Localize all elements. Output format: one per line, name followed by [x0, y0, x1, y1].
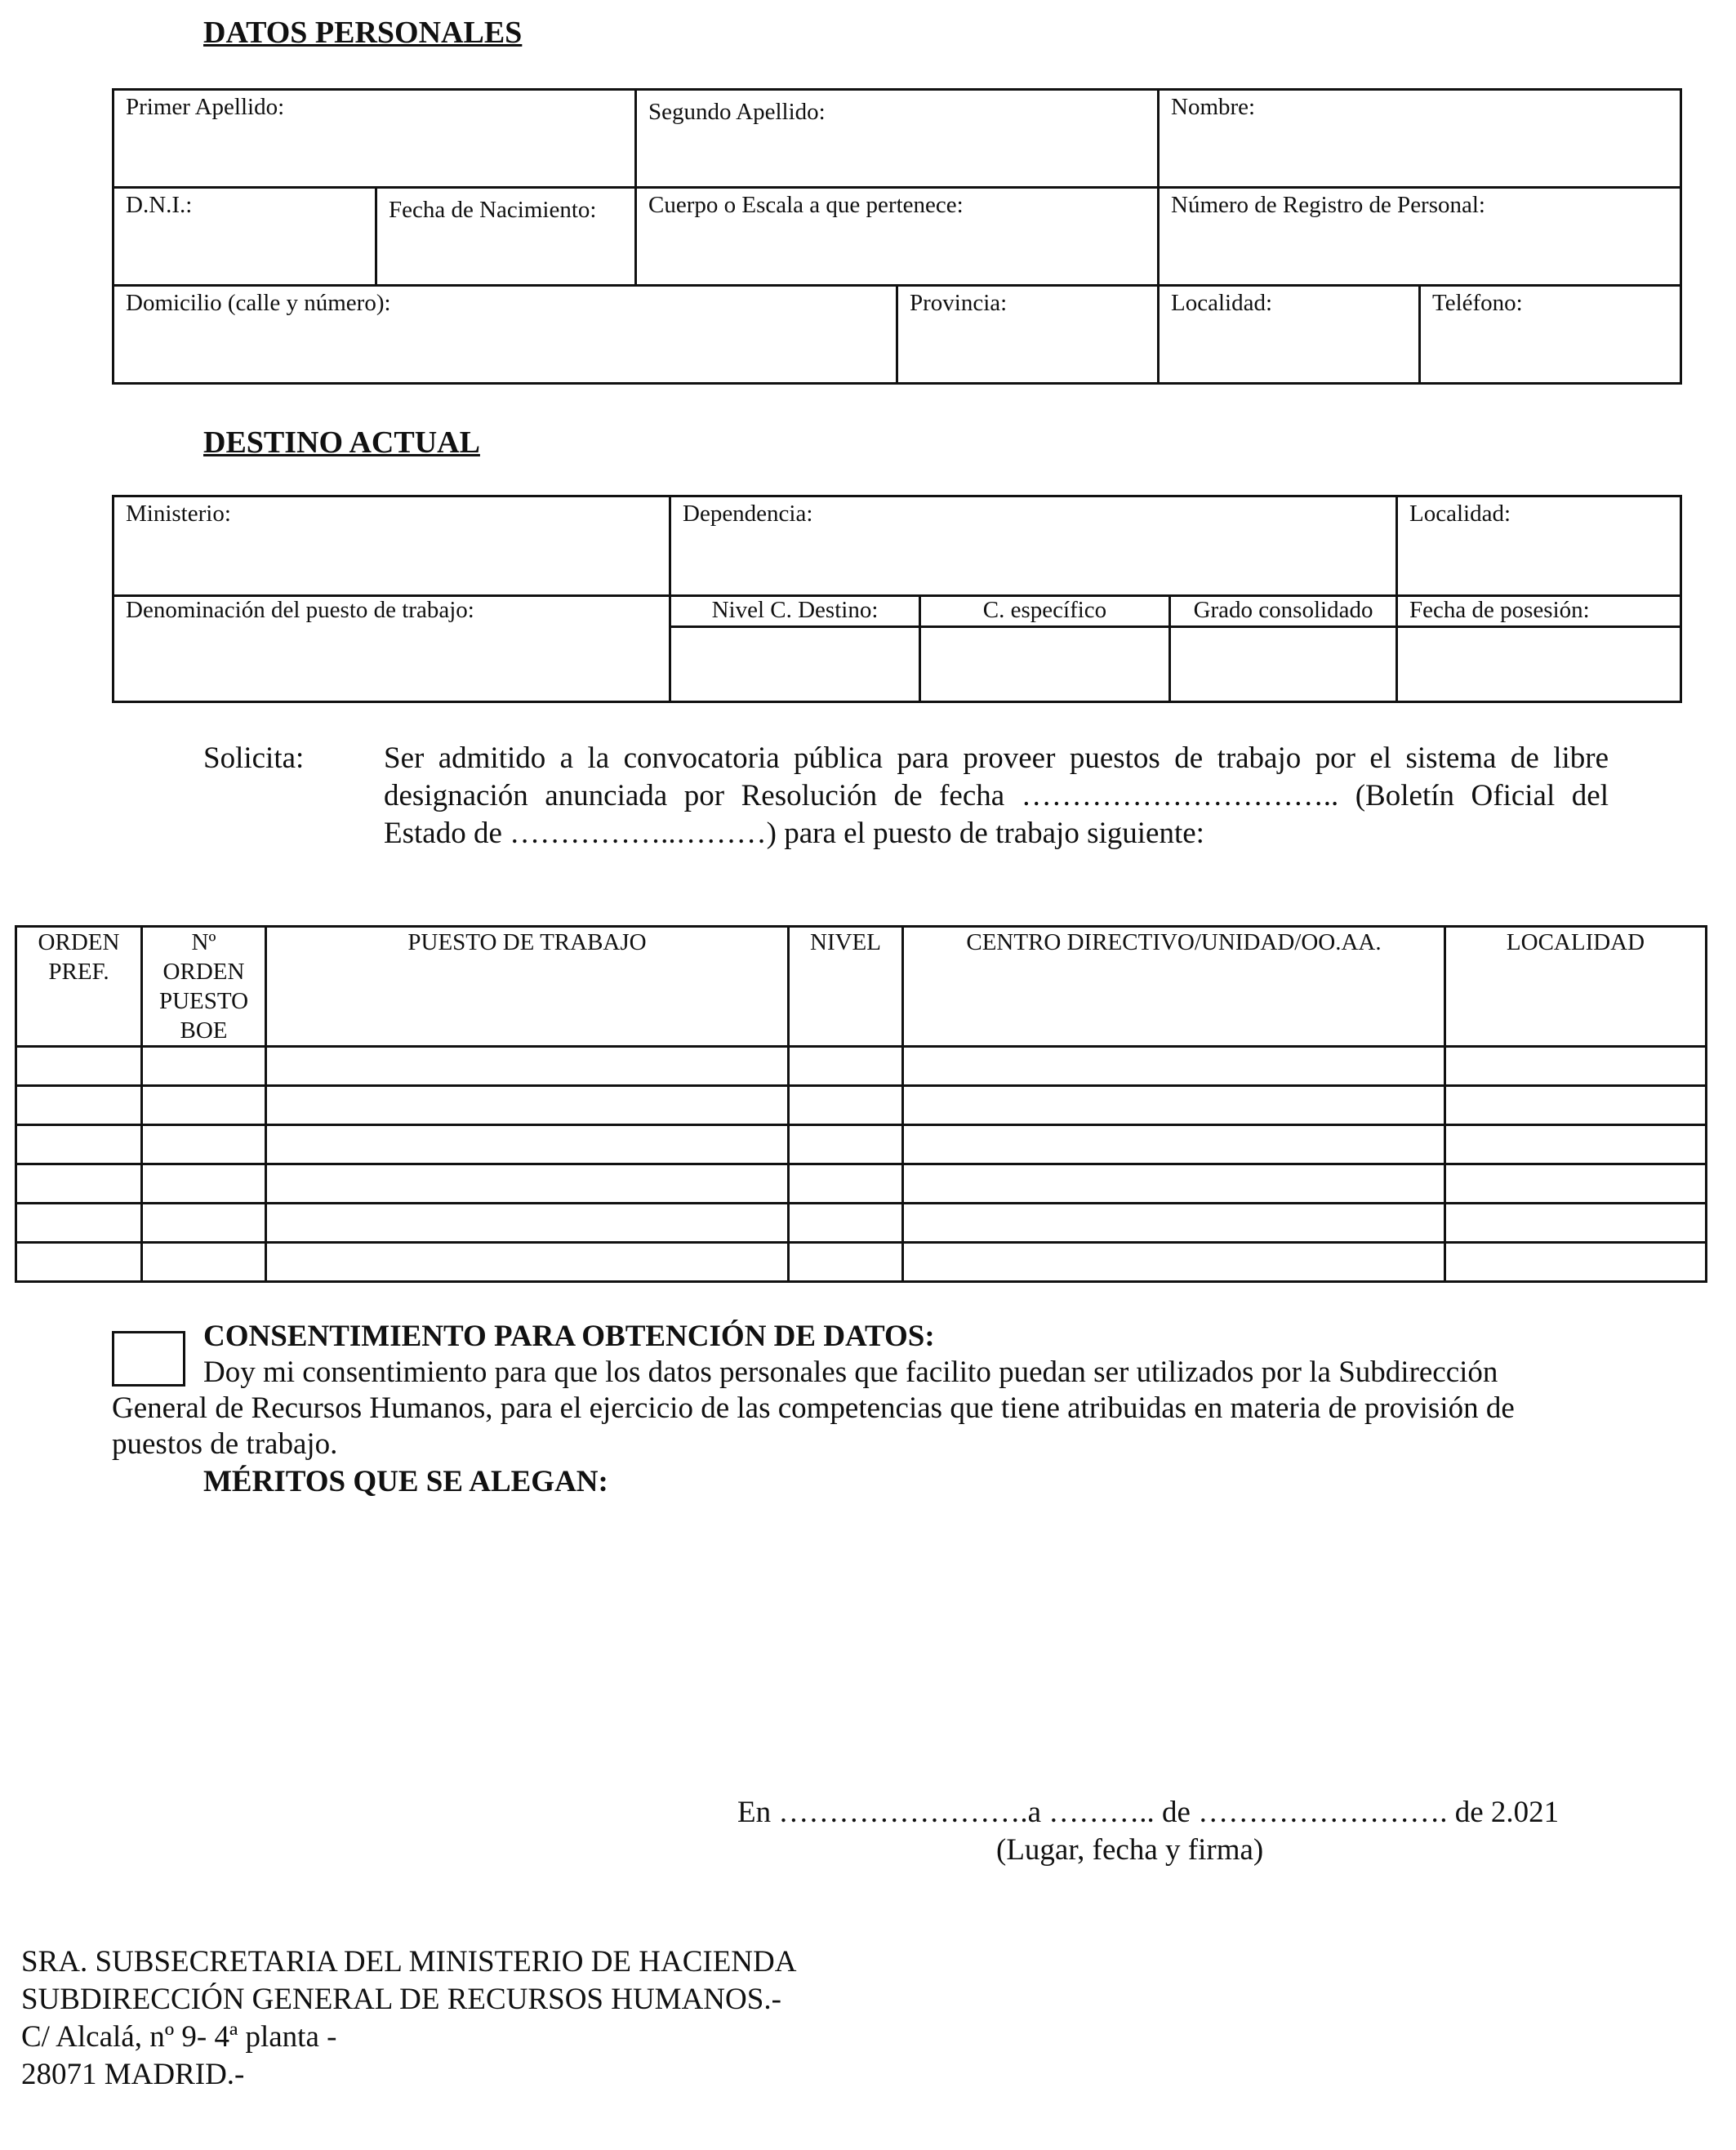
destino-actual-heading: DESTINO ACTUAL — [203, 425, 480, 460]
puesto-cell[interactable] — [16, 1125, 142, 1164]
puesto-cell[interactable] — [266, 1164, 789, 1204]
primer-apellido-label: Primer Apellido: — [126, 94, 285, 120]
datos-personales-table — [112, 88, 1682, 385]
col-num-orden-boe-line: PUESTO — [158, 988, 249, 1014]
consentimiento-line-3: puestos de trabajo. — [112, 1427, 338, 1461]
consentimiento-title: CONSENTIMIENTO PARA OBTENCIÓN DE DATOS: — [203, 1320, 935, 1353]
grado-header — [1170, 596, 1397, 627]
primer-apellido-cell[interactable] — [114, 90, 636, 188]
puesto-cell[interactable] — [789, 1204, 903, 1243]
firma-caption: (Lugar, fecha y firma) — [996, 1833, 1264, 1867]
col-localidad-label: LOCALIDAD — [1506, 929, 1645, 955]
puesto-row — [16, 1204, 1707, 1243]
destinatario-block — [21, 1943, 796, 2094]
puesto-cell[interactable] — [1445, 1243, 1707, 1282]
nivel-header — [670, 596, 920, 627]
puesto-cell[interactable] — [266, 1086, 789, 1125]
telefono-cell[interactable] — [1420, 286, 1681, 384]
consentimiento-line-1: Doy mi consentimiento para que los datos personales que facilito puedan ser utilizados por la Subdirección — [203, 1355, 1498, 1389]
solicita-text — [384, 740, 1609, 852]
localidad-destino-cell[interactable] — [1397, 496, 1681, 596]
puesto-cell[interactable] — [16, 1204, 142, 1243]
destinatario-line-3: C/ Alcalá, nº 9- 4ª planta - — [21, 2020, 337, 2054]
fecha-posesion-header — [1397, 596, 1681, 627]
col-num-orden-boe — [142, 927, 266, 1047]
destino-actual-table — [112, 495, 1682, 703]
puesto-cell[interactable] — [266, 1047, 789, 1086]
puesto-cell[interactable] — [266, 1125, 789, 1164]
dependencia-cell[interactable] — [670, 496, 1397, 596]
fecha-posesion-label: Fecha de posesión: — [1409, 597, 1590, 623]
localidad-cell[interactable] — [1159, 286, 1420, 384]
puesto-cell[interactable] — [16, 1164, 142, 1204]
provincia-cell[interactable] — [897, 286, 1159, 384]
solicita-line-1: Ser admitido a la convocatoria pública para proveer puestos de trabajo por el sistema de libre — [384, 741, 1609, 775]
col-orden-pref-line: ORDEN — [38, 929, 120, 955]
puesto-cell[interactable] — [903, 1047, 1445, 1086]
col-puesto-trabajo — [266, 927, 789, 1047]
puesto-cell[interactable] — [903, 1204, 1445, 1243]
solicita-line-2: designación anunciada por Resolución de fecha ………………………….. (Boletín Oficial del — [384, 779, 1609, 812]
puesto-cell[interactable] — [142, 1164, 266, 1204]
firma-line: En …………………….a ……….. de ……………………. de 2.021 — [737, 1796, 1560, 1829]
puesto-cell[interactable] — [789, 1125, 903, 1164]
ministerio-label: Ministerio: — [126, 501, 231, 527]
provincia-label: Provincia: — [910, 290, 1008, 316]
cuerpo-label: Cuerpo o Escala a que pertenece: — [648, 192, 964, 218]
nivel-value-cell[interactable] — [670, 627, 920, 702]
col-orden-pref-line: PREF. — [48, 959, 109, 985]
col-localidad — [1445, 927, 1707, 1047]
puestos-table — [15, 925, 1707, 1283]
col-nivel-label: NIVEL — [810, 929, 881, 955]
col-num-orden-boe-line: ORDEN — [162, 959, 245, 985]
col-orden-pref — [16, 927, 142, 1047]
denominacion-label: Denominación del puesto de trabajo: — [126, 597, 474, 623]
puesto-cell[interactable] — [789, 1164, 903, 1204]
nivel-label: Nivel C. Destino: — [711, 597, 879, 623]
puesto-cell[interactable] — [1445, 1164, 1707, 1204]
destinatario-line-1: SRA. SUBSECRETARIA DEL MINISTERIO DE HACIENDA — [21, 1945, 797, 1979]
nombre-cell[interactable] — [1159, 90, 1681, 188]
puesto-cell[interactable] — [1445, 1204, 1707, 1243]
consentimiento-line-2: General de Recursos Humanos, para el ejercicio de las competencias que tiene atribuidas en materia de provisión de — [112, 1391, 1515, 1425]
especifico-header — [920, 596, 1170, 627]
datos-personales-heading: DATOS PERSONALES — [203, 16, 523, 50]
puesto-cell[interactable] — [903, 1164, 1445, 1204]
dni-cell[interactable] — [114, 188, 376, 286]
puesto-cell[interactable] — [789, 1243, 903, 1282]
col-nivel — [789, 927, 903, 1047]
telefono-label: Teléfono: — [1432, 290, 1523, 316]
localidad-destino-label: Localidad: — [1409, 501, 1511, 527]
destinatario-line-4: 28071 MADRID.- — [21, 2058, 245, 2091]
especifico-value-cell[interactable] — [920, 627, 1170, 702]
puesto-cell[interactable] — [789, 1047, 903, 1086]
puesto-cell[interactable] — [142, 1243, 266, 1282]
solicita-label: Solicita: — [203, 741, 305, 775]
puesto-cell[interactable] — [16, 1243, 142, 1282]
fecha-nacimiento-label: Fecha de Nacimiento: — [389, 197, 597, 223]
puesto-cell[interactable] — [142, 1125, 266, 1164]
puesto-row — [16, 1086, 1707, 1125]
fecha-nacimiento-cell[interactable] — [376, 188, 636, 286]
puesto-cell[interactable] — [1445, 1086, 1707, 1125]
destinatario-line-2: SUBDIRECCIÓN GENERAL DE RECURSOS HUMANOS.- — [21, 1983, 781, 2016]
puesto-cell[interactable] — [16, 1047, 142, 1086]
puesto-cell[interactable] — [789, 1086, 903, 1125]
localidad-label: Localidad: — [1171, 290, 1273, 316]
puesto-cell[interactable] — [903, 1243, 1445, 1282]
puesto-cell[interactable] — [903, 1086, 1445, 1125]
solicita-line-3: Estado de ……………..………) para el puesto de trabajo siguiente: — [384, 817, 1204, 850]
puestos-header-row — [16, 927, 1707, 1047]
col-centro-directivo-label: CENTRO DIRECTIVO/UNIDAD/OO.AA. — [966, 929, 1382, 955]
segundo-apellido-label: Segundo Apellido: — [648, 99, 826, 125]
denominacion-cell[interactable] — [114, 596, 670, 702]
puesto-cell[interactable] — [1445, 1125, 1707, 1164]
grado-label: Grado consolidado — [1193, 597, 1373, 623]
puesto-row — [16, 1047, 1707, 1086]
puesto-row — [16, 1164, 1707, 1204]
puesto-cell[interactable] — [1445, 1047, 1707, 1086]
nrp-label: Número de Registro de Personal: — [1171, 192, 1485, 218]
nombre-label: Nombre: — [1171, 94, 1256, 120]
especifico-label: C. específico — [982, 597, 1107, 623]
cuerpo-cell[interactable] — [636, 188, 1159, 286]
meritos-title: MÉRITOS QUE SE ALEGAN: — [203, 1465, 608, 1498]
dni-label: D.N.I.: — [126, 192, 193, 218]
col-puesto-trabajo-label: PUESTO DE TRABAJO — [407, 929, 647, 955]
puesto-cell[interactable] — [266, 1204, 789, 1243]
col-num-orden-boe-line: BOE — [180, 1017, 228, 1044]
puesto-cell[interactable] — [142, 1086, 266, 1125]
col-num-orden-boe-line: Nº — [191, 929, 216, 955]
domicilio-label: Domicilio (calle y número): — [126, 290, 391, 316]
puesto-cell[interactable] — [903, 1125, 1445, 1164]
puesto-cell[interactable] — [266, 1243, 789, 1282]
puesto-cell[interactable] — [142, 1047, 266, 1086]
domicilio-cell[interactable] — [114, 286, 897, 384]
puesto-cell[interactable] — [142, 1204, 266, 1243]
dependencia-label: Dependencia: — [683, 501, 813, 527]
grado-value-cell[interactable] — [1170, 627, 1397, 702]
consentimiento-checkbox[interactable] — [112, 1331, 185, 1387]
puesto-cell[interactable] — [16, 1086, 142, 1125]
fecha-posesion-value-cell[interactable] — [1397, 627, 1681, 702]
col-centro-directivo — [903, 927, 1445, 1047]
nrp-cell[interactable] — [1159, 188, 1681, 286]
segundo-apellido-cell[interactable] — [636, 90, 1159, 188]
puesto-row — [16, 1125, 1707, 1164]
ministerio-cell[interactable] — [114, 496, 670, 596]
puesto-row — [16, 1243, 1707, 1282]
